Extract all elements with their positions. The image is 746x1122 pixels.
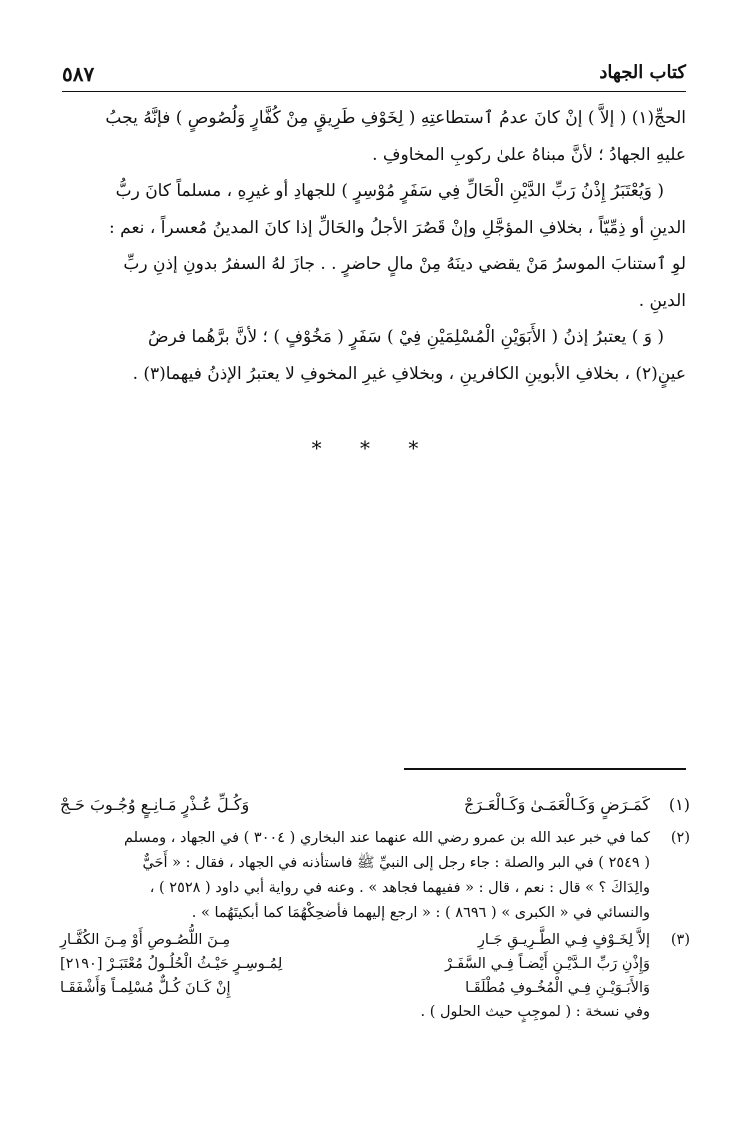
text-line: ( وَ ) يعتبرُ إذنُ ( الأَبَوَيْنِ الْمُسْلِمَيْنِ فِيْ ) سَفَرٍ ( مَخُوْفٍ ) ؛ لأنَّ برَّهُما فرضُ (148, 327, 664, 347)
main-text (64, 100, 686, 392)
footnote-number: (٣) (670, 932, 690, 948)
footnote-rule (404, 768, 686, 770)
header-rule (62, 91, 686, 92)
verse-hemistich-right: وَإِذْنِ رَبِّ الـدَّيْـنِ أَيْضـاً فِـي السَّفَـرْ (445, 956, 650, 972)
text-line: عليهِ الجهادُ ؛ لأنَّ مبناهُ علىٰ ركوبِ المخاوفِ . (372, 144, 686, 165)
footnote-1 (60, 792, 690, 826)
variant-reading-note: وفي نسخة : ( لموجِبٍ حيث الحلول ) . (420, 1004, 650, 1020)
footnote-line: والِدَاكَ ؟ » قال : نعم ، قال : « ففيهما فجاهد » . وعنه في رواية أبي داود ( ٢٥٢٨ ) ، (149, 880, 650, 896)
footnotes (60, 792, 690, 1025)
chapter-title: كتاب الجهاد (599, 62, 686, 83)
verse-hemistich-right: إلاَّ لِخَـوْفٍ فِـي الطَّـرِيـقِ جَـارِ (477, 932, 650, 948)
footnote-line: كما في خبر عبد الله بن عمرو رضي الله عنهما عند البخاري ( ٣٠٠٤ ) في الجهاد ، ومسلم (123, 830, 650, 846)
verse-hemistich-left: لِمُـوسِـرٍ حَيْـثُ الْحُلُـولُ مُعْتَبَـرْ [٢١٩٠] (60, 956, 283, 972)
footnote-2 (60, 826, 690, 926)
verse-hemistich-left: مِـنَ اللُّصُـوصِ أَوْ مِـنَ الكُفَّـارِ (60, 932, 231, 948)
page-number: ٥٨٧ (62, 62, 95, 86)
footnote-number: (٢) (670, 830, 690, 846)
verse-line (60, 928, 650, 952)
text-line: الحجِّ(١) ( إلاَّ ) إنْ كانَ عدمُ ٱستطاعتِهِ ( لِخَوْفِ طَرِيقٍ مِنْ كُفَّارٍ وَلُصُوصٍ ) فإنَّهُ يجبُ (105, 108, 686, 128)
verse-hemistich-right: كَمَـرَضٍ وَكَـالْعَمَـىٰ وَكَـالْعَـرَجْ (463, 795, 650, 814)
verse-hemistich-right: وَالأَبَـوَيْـنِ فِـي الْمُخُـوفِ مُطْلَقَـا (465, 980, 650, 996)
footnote-number: (١) (668, 795, 690, 814)
verse-line (60, 952, 650, 976)
text-line: الدينِ أو ذِمِّيّاً ، بخلافِ المؤجَّلِ وإنْ قَصُرَ الأجلُ والحَالِّ إذا كانَ المدينُ مُعسراً ، نعم : (109, 217, 686, 238)
verse-hemistich-left: إِنْ كَـانَ كُـلٌّ مُسْلِمـاً وَأَشْفَقَـا (60, 980, 231, 996)
section-separator: * * * (311, 436, 435, 460)
text-line: لوِ ٱستنابَ الموسرُ مَنْ يقضي دينَهُ مِنْ مالٍ حاضرٍ . . جازَ لهُ السفرُ بدونِ إذنِ ربِّ (123, 254, 686, 274)
verse-line (60, 792, 650, 817)
verse-hemistich-left: وَكُـلِّ عُـذْرٍ مَـانِـعٍ وُجُـوبَ حَـجْ (60, 795, 250, 814)
text-line: الدينِ . (638, 290, 686, 311)
footnote-3 (60, 928, 690, 1000)
running-header (62, 60, 686, 92)
text-line: عينٍ(٢) ، بخلافِ الأبوينِ الكافرينِ ، وبخلافِ غيرِ المخوفِ لا يعتبرُ الإذنُ فيهما(٣) . (132, 363, 686, 384)
footnote-line: والنسائي في « الكبرى » ( ٨٦٩٦ ) : « ارجع إليهما فأضحِكْهُمَا كما أبكيتَهُما » . (191, 905, 650, 921)
footnote-line: ( ٢٥٤٩ ) في البر والصلة : جاء رجل إلى النبيِّ ﷺ فاستأذنه في الجهاد ، فقال : « أَحَيٌّ (142, 855, 650, 871)
text-line: ( وَيُعْتَبَرُ إِذْنُ رَبِّ الدَّيْنِ الْحَالِّ فِي سَفَرٍ مُوْسِرٍ ) للجهادِ أو غيرِهِ ، مسلماً كانَ ربُّ (115, 181, 664, 201)
verse-line (60, 976, 650, 1000)
